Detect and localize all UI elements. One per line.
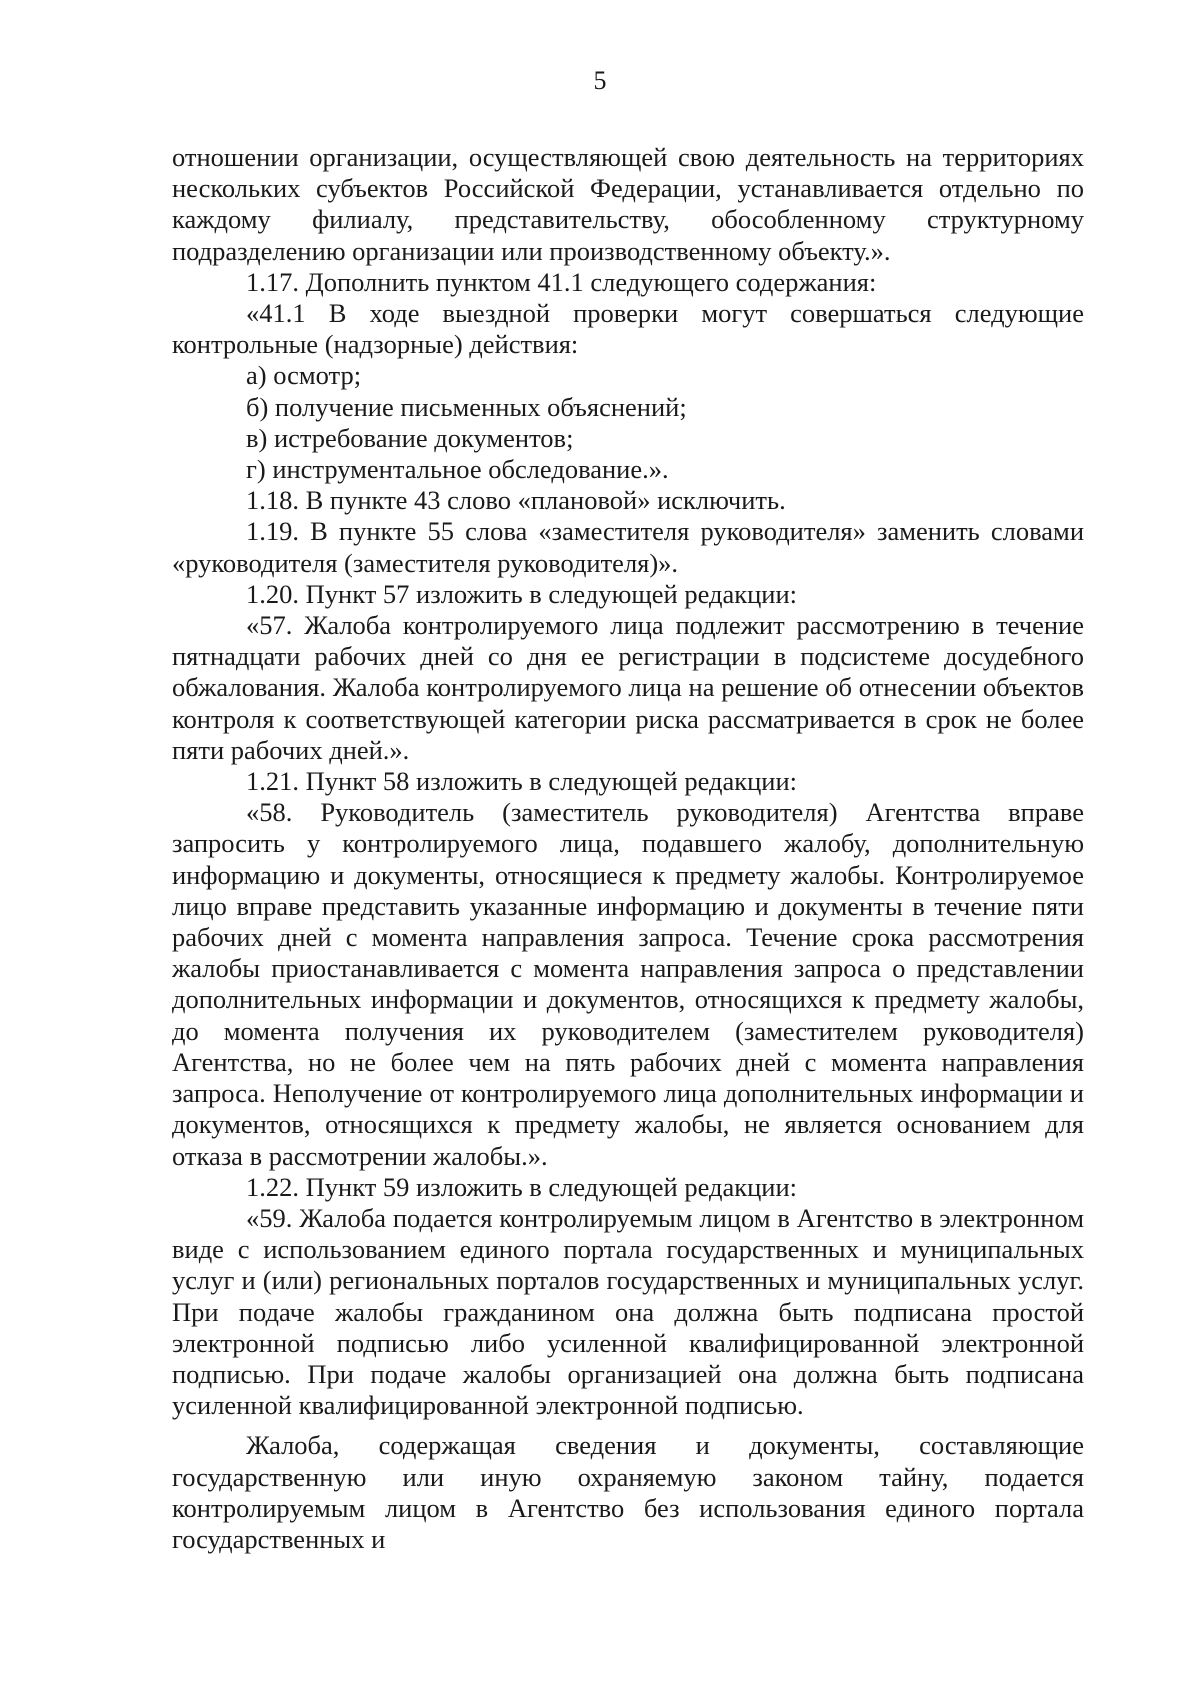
list-item-a: а) осмотр; [246, 360, 362, 391]
paragraph-item-1-17: 1.17. Дополнить пунктом 41.1 следующего содержания: [246, 266, 877, 297]
document-body [172, 142, 1084, 1555]
paragraph-item-1-21: 1.21. Пункт 58 изложить в следующей редакции: [246, 766, 798, 797]
paragraph-item-1-19: 1.19. В пункте 55 слова «заместителя руководителя» заменить словами «руководителя (заместителя руководителя)». [172, 516, 1084, 578]
paragraph-quote-58: «58. Руководитель (заместитель руководителя) Агентства вправе запросить у контролируемого лица, подавшего жалобу, дополнительную информацию и документы, относящиеся к предмету жалобы. Контролируемое лицо вправе представить указанные информацию и документы в течение пяти рабочих дней с момента направления запроса. Течение срока рассмотрения жалобы приостанавливается с момента направления запроса о представлении дополнительных информации и документов, относящихся к предмету жалобы, до момента получения их руководителем (заместителем руководителя) Агентства, но не более чем на пять рабочих дней с момента направления запроса. Неполучение от контролируемого лица дополнительных информации и документов, относящихся к предмету жалобы, не является основанием для отказа в рассмотрении жалобы.». [172, 797, 1084, 1171]
paragraph-quote-41-1: «41.1 В ходе выездной проверки могут совершаться следующие контрольные (надзорные) действия: [172, 298, 1084, 360]
paragraph-item-1-22: 1.22. Пункт 59 изложить в следующей редакции: [246, 1171, 798, 1202]
paragraph-quote-57: «57. Жалоба контролируемого лица подлежит рассмотрению в течение пятнадцати рабочих дней со дня ее регистрации в подсистеме досудебного обжалования. Жалоба контролируемого лица на решение об отнесении объектов контроля к соответствующей категории риска рассматривается в срок не более пяти рабочих дней.». [172, 610, 1084, 765]
list-item-b: б) получение письменных объяснений; [246, 391, 687, 422]
list-item-v: в) истребование документов; [246, 422, 574, 453]
paragraph-item-1-20: 1.20. Пункт 57 изложить в следующей редакции: [246, 578, 798, 609]
list-item-g: г) инструментальное обследование.». [246, 454, 669, 485]
paragraph-quote-59: «59. Жалоба подается контролируемым лицом в Агентство в электронном виде с использованием единого портала государственных и муниципальных услуг и (или) региональных порталов государственных и муниципальных услуг. При подаче жалобы гражданином она должна быть подписана простой электронной подписью либо усиленной квалифицированной электронной подписью. При подаче жалобы организацией она должна быть подписана усиленной квалифицированной электронной подписью. [172, 1202, 1084, 1421]
paragraph-continuation: отношении организации, осуществляющей свою деятельность на территориях нескольких субъектов Российской Федерации, устанавливается отдельно по каждому филиалу, представительству, обособленному структурному подразделению организации или производственному объекту.». [172, 142, 1084, 266]
paragraph-item-1-18: 1.18. В пункте 43 слово «плановой» исключить. [246, 485, 786, 516]
page-number: 5 [593, 66, 607, 95]
paragraph-complaint-secret: Жалоба, содержащая сведения и документы, составляющие государственную или иную охраняемую законом тайну, подается контролируемым лицом в Агентство без использования единого портала государственных и [172, 1430, 1084, 1554]
